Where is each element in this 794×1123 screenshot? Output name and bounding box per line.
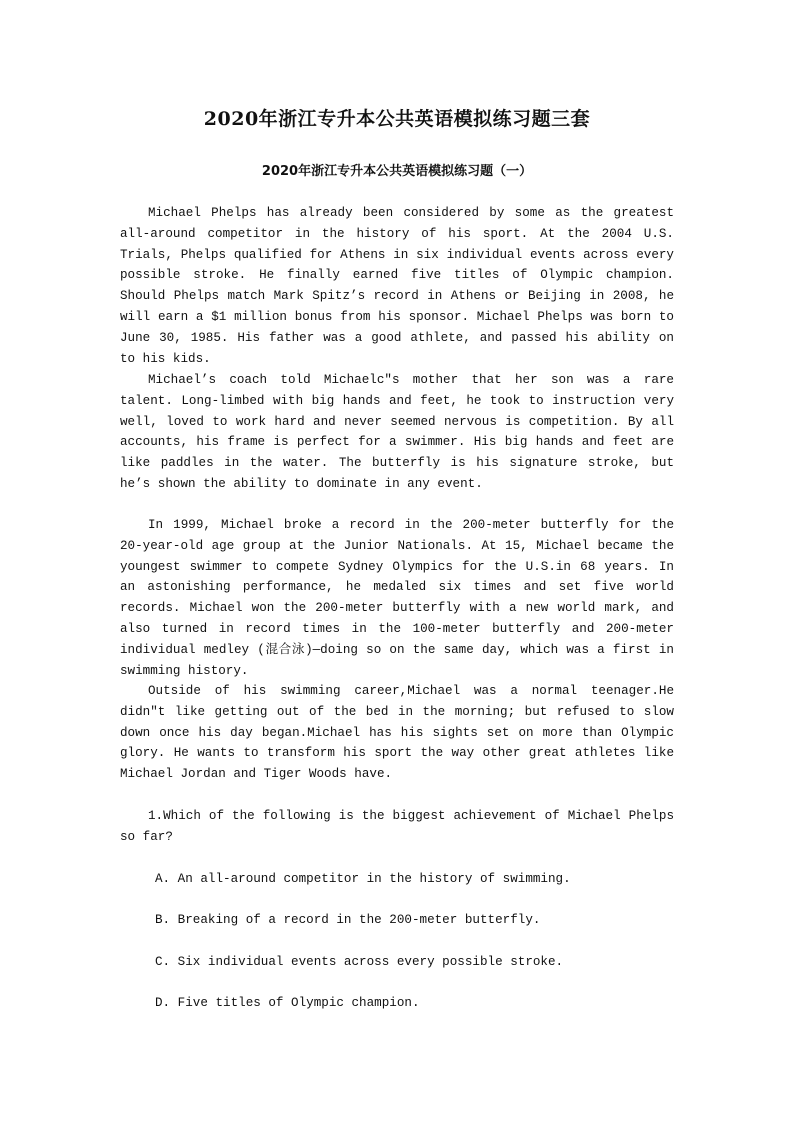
option-b: B. Breaking of a record in the 200-meter butterfly. [155, 913, 541, 927]
passage-paragraph-2: Michael’s coach told Michaelc″s mother that her son was a rare talent. Long-limbed with big hands and feet, he took to instruction very well, loved to work hard and never seemed nervous is competition. By all accounts, his frame is perfect for a swimmer. His big hands and feet are like paddles in the water. The butterfly is his signature stroke, but he’s shown the ability to dominate in any event. [120, 373, 674, 491]
passage-paragraph-1: Michael Phelps has already been considered by some as the greatest all-around competitor in the history of his sport. At the 2004 U.S. Trials, Phelps qualified for Athens in six individual events across every possible stroke. He finally earned five titles of Olympic champion. Should Phelps match Mark Spitz’s record in Athens or Beijing in 2008, he will earn a $1 million bonus from his sponsor. Michael Phelps was born to June 30, 1985. His father was a good athlete, and passed his ability on to his kids. [120, 206, 674, 366]
document-title: 2020年浙江专升本公共英语模拟练习题三套 [203, 108, 591, 130]
option-c: C. Six individual events across every possible stroke. [155, 955, 564, 969]
section-subtitle: 2020年浙江专升本公共英语模拟练习题（一） [261, 164, 533, 179]
passage-paragraph-4: Outside of his swimming career,Michael was a normal teenager.He didn″t like getting out of the bed in the morning; but refused to slow down once his day began.Michael has his sights set on more than Olympic glory. He wants to transform his sport the way other great athletes like Michael Jordan and Tiger Woods have. [120, 684, 674, 782]
passage-paragraph-3: In 1999, Michael broke a record in the 200-meter butterfly for the 20-year-old age group at the Junior Nationals. At 15, Michael became the youngest swimmer to compete Sydney Olympics for the U.S.in 68 years. In an astonishing performance, he medaled six times and set five world records. Michael won the 200-meter butterfly with a new world mark, and also turned in record times in the 100-meter butterfly and 200-meter individual medley (混合泳)—doing so on the same day, which was a first in swimming history. [120, 518, 674, 678]
option-d: D. Five titles of Olympic champion. [155, 996, 420, 1010]
question-1: 1.Which of the following is the biggest achievement of Michael Phelps so far? [120, 809, 674, 844]
option-a: A. An all-around competitor in the history of swimming. [155, 872, 571, 886]
